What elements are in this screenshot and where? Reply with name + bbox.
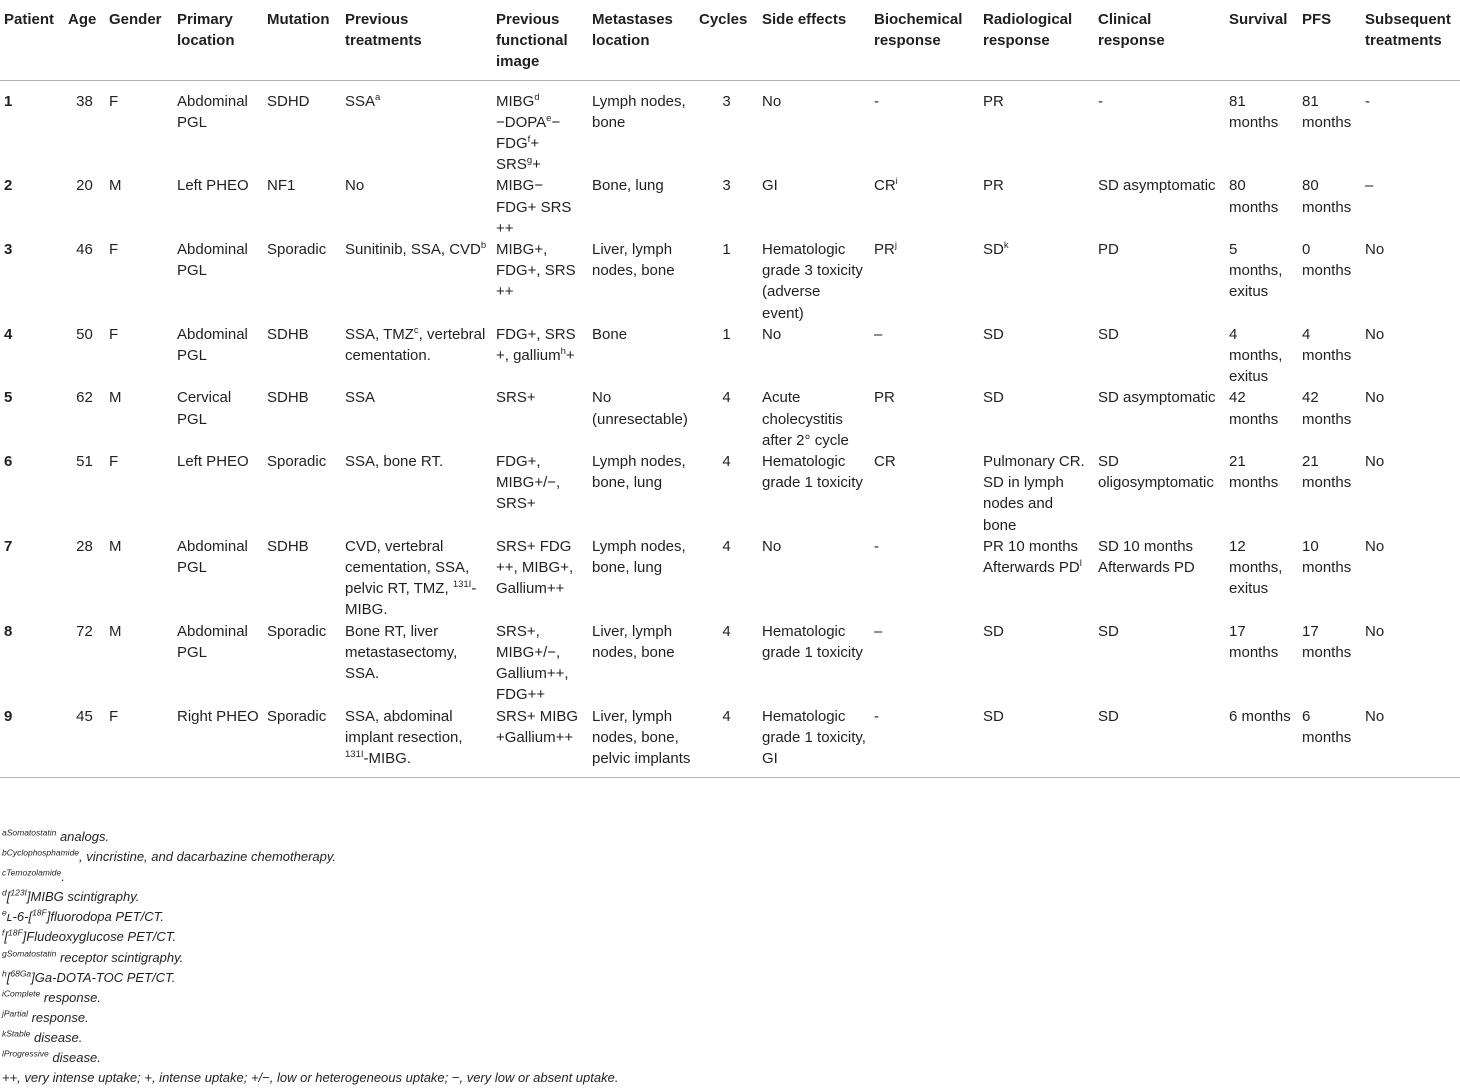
age-cell: 62	[76, 389, 93, 407]
subsequent-treatments-cell: No	[1361, 706, 1460, 778]
side-effects-cell: GI	[762, 177, 778, 195]
column-header: Previous functional image	[492, 0, 588, 80]
previous-treatments-cell: SSA, TMZ$^c$, vertebral cementation.	[345, 324, 486, 365]
column-header: Biochemical response	[870, 0, 979, 80]
pfs-cell: 21 months	[1302, 453, 1352, 492]
footnote: ++, very intense uptake; +, intense uptake; +/−, low or heterogeneous uptake; −, very low or absent uptake.	[2, 1070, 619, 1086]
column-header: Patient	[0, 0, 64, 80]
pfs-cell: 81 months	[1302, 92, 1352, 131]
radiological-response-cell: SD	[979, 706, 1094, 778]
metastases-location-cell: Lymph nodes, bone, lung	[592, 537, 686, 577]
biochemical-response-cell: $PR^j$	[874, 240, 897, 259]
gender-cell: M	[109, 177, 122, 195]
radiological-response-cell: PR 10 months Afterwards $PD^l$	[983, 537, 1082, 577]
primary-location-cell: Left PHEO	[177, 177, 249, 195]
gender-cell: F	[109, 325, 119, 343]
previous-functional-image-cell: FDG+, MIBG+/−, SRS+	[496, 453, 561, 513]
footnote: $^h$[$^{68Ga}$]Ga-DOTA-TOC PET/CT.	[2, 968, 176, 985]
radiological-response-cell: SD	[983, 622, 1004, 640]
table-header	[0, 0, 1460, 80]
side-effects-cell: No	[762, 537, 782, 555]
metastases-location-cell: Liver, lymph nodes, bone, pelvic implants	[588, 706, 695, 778]
subsequent-treatments-cell: No	[1365, 325, 1385, 343]
patient-cell: 8	[4, 622, 13, 640]
table-row	[0, 175, 1460, 239]
previous-treatments-cell: Bone RT, liver metastasectomy, SSA.	[345, 622, 458, 683]
side-effects-cell: Hematologic grade 1 toxicity	[762, 622, 863, 661]
primary-location-cell: Abdominal PGL	[177, 241, 248, 280]
pfs-cell: 0 months	[1302, 241, 1352, 280]
biochemical-response-cell: $CR^i$	[874, 176, 898, 195]
radiological-response-cell: SD	[983, 325, 1004, 343]
metastases-location-cell: Lymph nodes, bone	[592, 92, 686, 131]
pfs-cell: 17 months	[1302, 622, 1352, 661]
clinical-response-cell: PD	[1098, 241, 1119, 259]
clinical-response-cell: SD	[1098, 325, 1119, 343]
gender-cell: M	[109, 622, 122, 640]
survival-cell: 21 months	[1229, 453, 1279, 492]
age-cell: 20	[76, 177, 93, 195]
survival-cell: 4 months, exitus	[1229, 325, 1283, 386]
previous-functional-image-cell: $MIBG^d$ $-DOPA^e- FDG^f+ SRS^g+$	[496, 91, 561, 174]
patient-cell: 2	[4, 177, 13, 195]
pfs-cell: 42 months	[1302, 389, 1352, 428]
gender-cell: F	[109, 241, 119, 259]
biochemical-response-cell: -	[874, 537, 879, 555]
previous-treatments-cell: SSA, abdominal implant resection, $^{131I}$-MIBG.	[341, 706, 492, 778]
primary-location-cell: Abdominal PGL	[177, 325, 248, 365]
column-header: Mutation	[263, 0, 341, 80]
column-header: Side effects	[758, 0, 870, 80]
previous-functional-image-cell: SRS+	[496, 389, 536, 407]
side-effects-cell: Acute cholecystitis after 2° cycle	[762, 389, 849, 449]
table-body	[0, 80, 1460, 778]
age-cell: 51	[76, 453, 93, 471]
patient-cell: 1	[4, 92, 13, 110]
mutation-cell: Sporadic	[267, 622, 327, 640]
biochemical-response-cell: –	[874, 325, 883, 343]
subsequent-treatments-cell: No	[1365, 622, 1385, 640]
footnote: $^{bCyclophosphamide}$, vincristine, and dacarbazine chemotherapy.	[2, 847, 337, 865]
mutation-cell: Sporadic	[267, 453, 327, 471]
cycles-cell: 1	[722, 325, 731, 343]
cycles-cell: 3	[722, 92, 731, 110]
previous-treatments-cell: Sunitinib, SSA, CVD$^b$	[345, 240, 487, 259]
metastases-location-cell: Liver, lymph nodes, bone	[592, 622, 675, 661]
survival-cell: 80 months	[1229, 177, 1279, 216]
column-header: Radiological response	[979, 0, 1094, 80]
pfs-cell: 6 months	[1298, 706, 1361, 778]
clinical-response-cell: SD	[1094, 706, 1225, 778]
footnote: $^{kStable}$ disease.	[2, 1028, 83, 1045]
cycles-cell: 4	[722, 453, 731, 471]
mutation-cell: SDHB	[267, 537, 309, 555]
metastases-location-cell: Bone, lung	[592, 177, 664, 195]
table-row	[0, 239, 1460, 324]
biochemical-response-cell: -	[870, 706, 979, 778]
gender-cell: M	[109, 389, 122, 407]
header-row	[0, 0, 1460, 80]
primary-location-cell: Left PHEO	[177, 453, 249, 471]
biochemical-response-cell: CR	[874, 453, 896, 471]
previous-functional-image-cell: MIBG− FDG+ SRS ++	[496, 177, 572, 237]
table-row	[0, 324, 1460, 388]
cycles-cell: 4	[722, 622, 731, 640]
footnote: $^{iComplete}$ response.	[2, 988, 101, 1005]
gender-cell: M	[109, 537, 122, 555]
previous-treatments-cell: No	[345, 177, 365, 195]
radiological-response-cell: PR	[983, 177, 1004, 195]
table-row	[0, 536, 1460, 621]
metastases-location-cell: Liver, lymph nodes, bone	[592, 241, 675, 280]
previous-functional-image-cell: SRS+ FDG ++, MIBG+, Gallium++	[496, 537, 574, 598]
column-header: Age	[64, 0, 105, 80]
previous-treatments-cell: SSA$^a$	[345, 91, 381, 110]
biochemical-response-cell: –	[874, 622, 883, 640]
footnote: $^{lProgressive}$ disease.	[2, 1048, 101, 1066]
side-effects-cell: Hematologic grade 3 toxicity (adverse event)	[762, 241, 863, 322]
patient-cell: 9	[0, 706, 64, 778]
biochemical-response-cell: PR	[874, 389, 895, 407]
table-row	[0, 80, 1460, 175]
primary-location-cell: Abdominal PGL	[177, 537, 248, 577]
survival-cell: 6 months	[1225, 706, 1298, 778]
gender-cell: F	[109, 92, 119, 110]
table-row	[0, 706, 1460, 778]
subsequent-treatments-cell: No	[1365, 389, 1385, 407]
age-cell: 38	[76, 92, 93, 110]
metastases-location-cell: No (unresectable)	[592, 389, 688, 428]
radiological-response-cell: $SD^k$	[983, 240, 1009, 259]
survival-cell: 42 months	[1229, 389, 1279, 428]
table-row	[0, 451, 1460, 536]
column-header: Previous treatments	[341, 0, 492, 80]
side-effects-cell: Hematologic grade 1 toxicity, GI	[758, 706, 870, 778]
column-header: Metastases location	[588, 0, 695, 80]
subsequent-treatments-cell: No	[1365, 241, 1385, 259]
clinical-response-cell: SD asymptomatic	[1098, 177, 1216, 195]
footnotes	[2, 827, 618, 1088]
mutation-cell: Sporadic	[263, 706, 341, 778]
survival-cell: 81 months	[1229, 92, 1279, 131]
previous-treatments-cell: SSA	[345, 389, 376, 407]
clinical-response-cell: SD	[1098, 622, 1119, 640]
column-header: Survival	[1225, 0, 1298, 80]
column-header: Gender	[105, 0, 173, 80]
pfs-cell: 4 months	[1302, 325, 1352, 365]
age-cell: 46	[76, 241, 93, 259]
metastases-location-cell: Lymph nodes, bone, lung	[592, 453, 686, 492]
cycles-cell: 1	[722, 241, 731, 259]
cycles-cell: 4	[722, 537, 731, 555]
footnote: $^{jPartial}$ response.	[2, 1008, 89, 1025]
biochemical-response-cell: -	[874, 92, 879, 110]
side-effects-cell: No	[762, 92, 782, 110]
mutation-cell: SDHD	[267, 92, 310, 110]
radiological-response-cell: PR	[983, 92, 1004, 110]
gender-cell: F	[105, 706, 173, 778]
clinical-response-cell: SD oligosymptomatic	[1098, 453, 1214, 492]
age-cell: 45	[64, 706, 105, 778]
previous-treatments-cell: CVD, vertebral cementation, SSA, pelvic RT, TMZ, $^{131I}$-MIBG.	[345, 537, 477, 619]
age-cell: 72	[76, 622, 93, 640]
column-header: Primary location	[173, 0, 263, 80]
mutation-cell: SDHB	[267, 325, 309, 343]
cycles-cell: 3	[722, 177, 731, 195]
column-header: Subsequent treatments	[1361, 0, 1460, 80]
radiological-response-cell: SD	[983, 389, 1004, 407]
table-row	[0, 387, 1460, 451]
clinical-response-cell: SD 10 months Afterwards PD	[1098, 537, 1195, 577]
pfs-cell: 80 months	[1302, 177, 1352, 216]
previous-treatments-cell: SSA, bone RT.	[345, 453, 444, 471]
footnote: $^e$ʟ-6-[$^{18F}$]fluorodopa PET/CT.	[2, 908, 165, 925]
footnote: $^d$[$^{123I}$]MIBG scintigraphy.	[2, 887, 140, 905]
column-header: Clinical response	[1094, 0, 1225, 80]
patient-cell: 7	[4, 537, 13, 555]
side-effects-cell: No	[762, 325, 782, 343]
age-cell: 28	[76, 537, 93, 555]
primary-location-cell: Cervical PGL	[177, 389, 232, 428]
previous-functional-image-cell: MIBG+, FDG+, SRS ++	[496, 241, 576, 301]
patient-cell: 5	[4, 389, 13, 407]
radiological-response-cell: Pulmonary CR. SD in lymph nodes and bone	[983, 453, 1085, 534]
patient-cell: 3	[4, 241, 13, 259]
subsequent-treatments-cell: -	[1365, 92, 1370, 110]
mutation-cell: SDHB	[267, 389, 309, 407]
gender-cell: F	[109, 453, 119, 471]
age-cell: 50	[76, 325, 93, 343]
clinical-response-cell: -	[1098, 92, 1103, 110]
metastases-location-cell: Bone	[592, 325, 628, 343]
footnote: $^{cTemozolamide}$.	[2, 867, 65, 885]
subsequent-treatments-cell: –	[1365, 177, 1374, 195]
subsequent-treatments-cell: No	[1365, 537, 1385, 555]
footnote: $^{aSomatostatin}$ analogs.	[2, 827, 110, 844]
subsequent-treatments-cell: No	[1365, 453, 1385, 471]
previous-functional-image-cell: SRS+ MIBG +Gallium++	[492, 706, 588, 778]
table-row	[0, 621, 1460, 706]
survival-cell: 5 months, exitus	[1229, 241, 1283, 301]
previous-functional-image-cell: SRS+, MIBG+/−, Gallium++, FDG++	[496, 622, 569, 704]
mutation-cell: NF1	[267, 177, 296, 195]
patient-cell: 6	[4, 453, 13, 471]
primary-location-cell: Right PHEO	[173, 706, 263, 778]
survival-cell: 17 months	[1229, 622, 1279, 661]
survival-cell: 12 months, exitus	[1229, 537, 1283, 598]
primary-location-cell: Abdominal PGL	[177, 622, 248, 661]
column-header: PFS	[1298, 0, 1361, 80]
patient-cell: 4	[4, 325, 13, 343]
column-header: Cycles	[695, 0, 758, 80]
footnote: $^f$[$^{18F}$]Fludeoxyglucose PET/CT.	[2, 928, 177, 945]
footnote: $^{gSomatostatin}$ receptor scintigraphy.	[2, 948, 184, 965]
cycles-cell: 4	[722, 389, 731, 407]
mutation-cell: Sporadic	[267, 241, 327, 259]
cycles-cell: 4	[695, 706, 758, 778]
side-effects-cell: Hematologic grade 1 toxicity	[762, 453, 863, 492]
clinical-response-cell: SD asymptomatic	[1098, 389, 1216, 407]
pfs-cell: 10 months	[1302, 537, 1352, 577]
previous-functional-image-cell: FDG+, SRS +, gallium$^h$+	[496, 325, 576, 365]
primary-location-cell: Abdominal PGL	[177, 92, 248, 131]
